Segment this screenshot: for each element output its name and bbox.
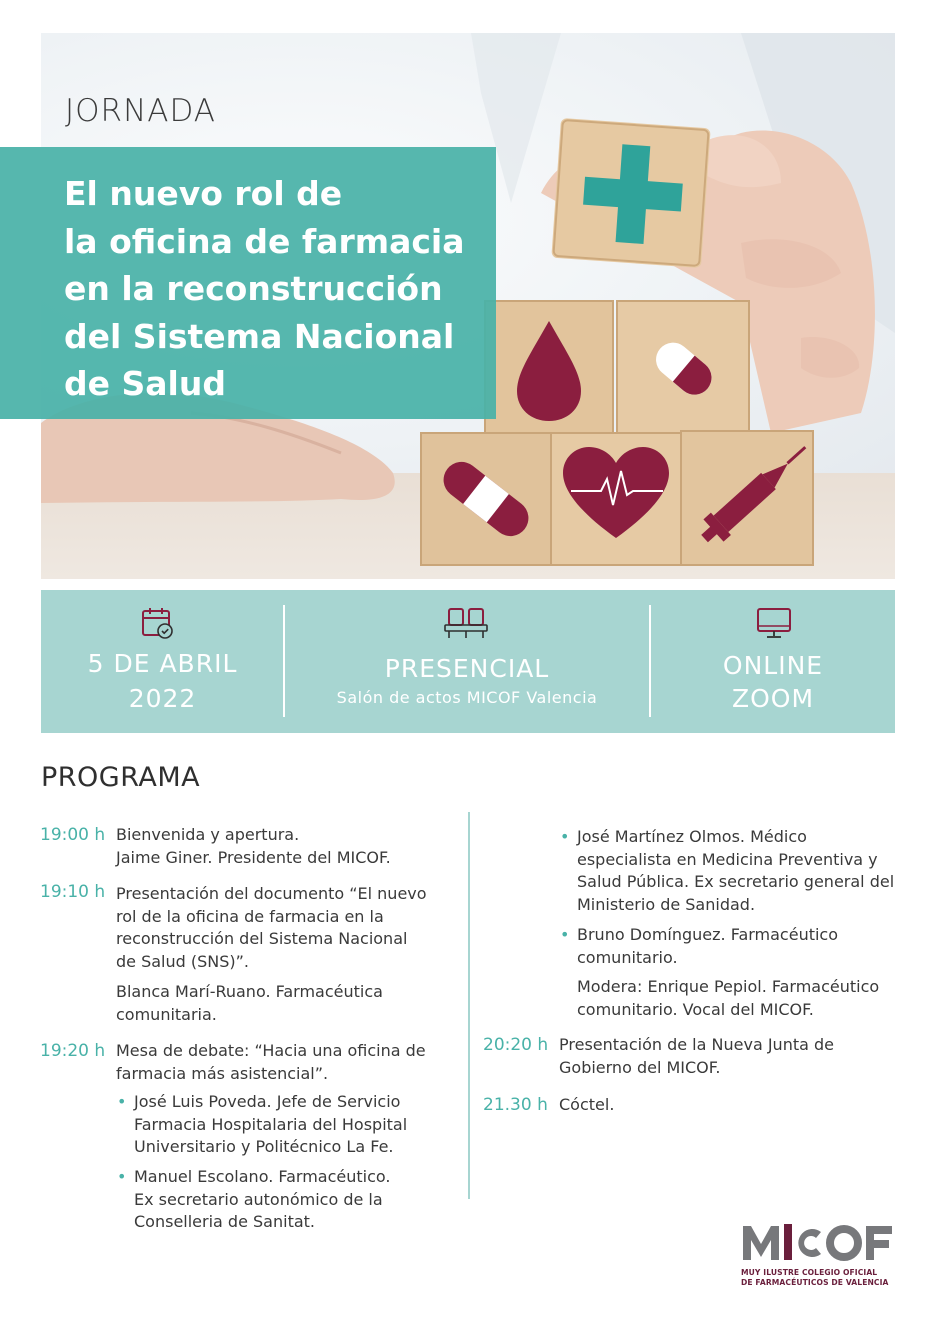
agenda-text: Conselleria de Sanitat. (134, 1212, 315, 1231)
micof-wordmark (741, 1220, 897, 1264)
cross-block (551, 118, 710, 268)
agenda-text: de Salud (SNS)”. (116, 951, 250, 971)
agenda-item-debate (116, 1040, 456, 1085)
event-title-line: El nuevo rol de (64, 174, 343, 213)
syringe-block (681, 431, 816, 565)
time-slot: 19:10 h (40, 882, 106, 902)
agenda-text: Ministerio de Sanidad. (577, 894, 756, 914)
panelist (134, 1091, 464, 1159)
agenda-text: José Luis Poveda. Jefe de Servicio (134, 1092, 401, 1111)
blood-drop-block (485, 301, 613, 435)
micof-logo-mark (741, 1220, 897, 1264)
logo-caption (741, 1268, 897, 1287)
moderator (577, 976, 907, 1021)
date-info (41, 590, 284, 733)
bullet-dot: • (560, 925, 570, 944)
program-heading: PROGRAMA (41, 762, 201, 793)
event-title-line: de Salud (64, 364, 226, 403)
event-year: 2022 (128, 684, 197, 713)
agenda-text: Presentación de la Nueva Junta de (559, 1035, 834, 1054)
time-slot: 19:00 h (40, 825, 106, 845)
presencial-info (285, 590, 649, 733)
auditorium-seats-icon (443, 606, 489, 640)
agenda-text: Bienvenida y apertura. (116, 825, 300, 844)
agenda-text: Bruno Domínguez. Farmacéutico (577, 925, 839, 944)
agenda-text: Salud Pública. Ex secretario general del (577, 872, 895, 891)
agenda-text: especialista en Medicina Preventiva y (577, 849, 878, 869)
logo-caption-line: MUY ILUSTRE COLEGIO OFICIAL (741, 1268, 878, 1277)
time-slot: 21.30 h (483, 1095, 548, 1115)
agenda-text: Modera: Enrique Pepiol. Farmacéutico (577, 977, 880, 996)
agenda-text: Ex secretario autonómico de la (134, 1189, 383, 1209)
event-title-line: del Sistema Nacional (64, 316, 455, 356)
logo-caption-line: DE FARMACÉUTICOS DE VALENCIA (741, 1277, 889, 1287)
time-slot: 20:20 h (483, 1035, 549, 1055)
agenda-text: Jaime Giner. Presidente del MICOF. (116, 847, 391, 867)
bullet-dot: • (117, 1092, 127, 1111)
agenda-item-welcome (116, 824, 456, 869)
time-slot: 19:20 h (40, 1041, 106, 1061)
agenda-text: Blanca Marí-Ruano. Farmacéutica (116, 982, 383, 1001)
presencial-label: PRESENCIAL (384, 654, 550, 683)
agenda-text: Mesa de debate: “Hacia una oficina de (116, 1041, 426, 1060)
agenda-text: Farmacia Hospitalaria del Hospital (134, 1114, 408, 1134)
agenda-text: Presentación del documento “El nuevo (116, 884, 427, 903)
event-type-label: JORNADA (65, 93, 217, 129)
agenda-text: Manuel Escolano. Farmacéutico. (134, 1167, 391, 1186)
heart-block (551, 433, 681, 565)
event-title (64, 170, 504, 408)
online-info (651, 590, 895, 733)
event-title-line: la oficina de farmacia (64, 221, 465, 261)
event-date: 5 DE ABRIL (87, 649, 238, 678)
agenda-item-cocktail (559, 1094, 859, 1117)
agenda-text: Gobierno del MICOF. (559, 1057, 721, 1077)
micof-logo (741, 1220, 897, 1287)
bandage-block (421, 433, 551, 565)
panelist (577, 924, 907, 969)
bullet-dot: • (117, 1167, 127, 1186)
platform-name: ZOOM (731, 684, 815, 713)
agenda-text: reconstrucción del Sistema Nacional (116, 929, 408, 948)
panelist (577, 826, 907, 916)
pill-block (617, 301, 749, 435)
agenda-text: José Martínez Olmos. Médico (577, 827, 807, 846)
calendar-check-icon (141, 606, 175, 640)
column-divider (468, 812, 470, 1199)
agenda-item-board (559, 1034, 899, 1079)
event-title-line: en la reconstrucción (64, 269, 443, 308)
bullet-dot: • (560, 827, 570, 846)
agenda-text: Universitario y Politécnico La Fe. (134, 1137, 394, 1156)
agenda-item-presentation (116, 883, 456, 973)
event-info-band (41, 590, 895, 733)
venue-name: Salón de actos MICOF Valencia (336, 688, 598, 707)
panelist (134, 1166, 464, 1234)
online-label: ONLINE (722, 651, 824, 680)
agenda-text: comunitario. Vocal del MICOF. (577, 999, 814, 1019)
agenda-text: comunitaria. (116, 1004, 217, 1024)
agenda-text: rol de la oficina de farmacia en la (116, 906, 384, 926)
agenda-text: comunitario. (577, 947, 678, 967)
agenda-speaker (116, 981, 456, 1026)
agenda-text: farmacia más asistencial”. (116, 1063, 329, 1083)
monitor-icon (756, 606, 792, 640)
agenda-text: Cóctel. (559, 1095, 615, 1114)
